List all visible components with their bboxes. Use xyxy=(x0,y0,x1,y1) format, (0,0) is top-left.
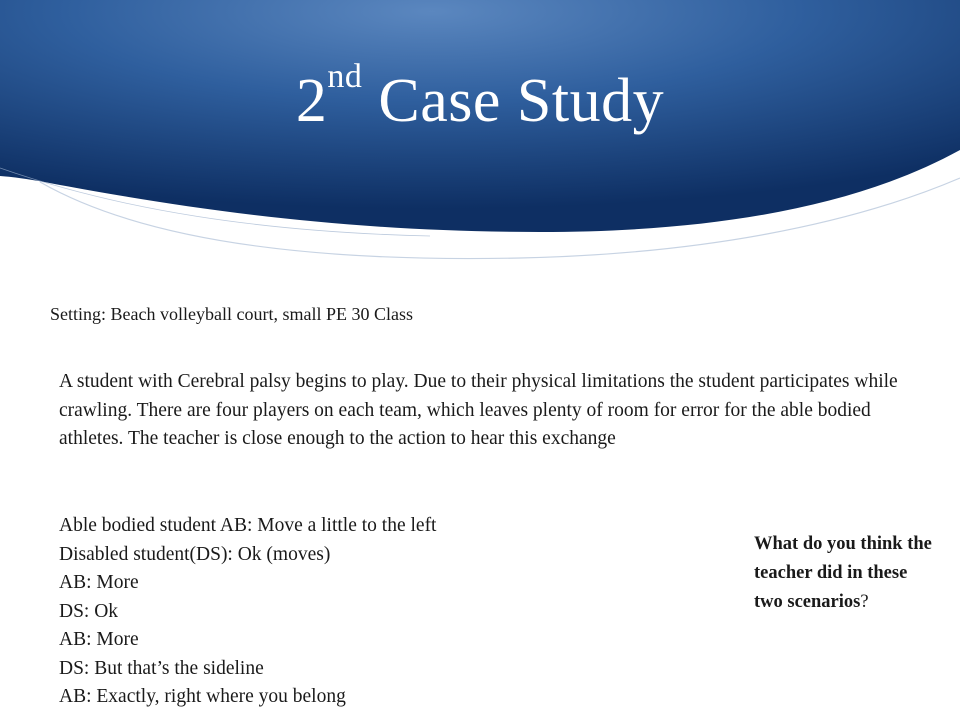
dialogue-list xyxy=(59,512,679,712)
dialogue-line: AB: More xyxy=(59,629,139,650)
dialogue-line: Disabled student(DS): Ok (moves) xyxy=(59,543,331,565)
dialogue-line: AB: Exactly, right where you belong xyxy=(59,686,346,707)
discussion-question: What do you think the teacher did in these two scenarios? xyxy=(754,534,932,612)
dialogue-line: DS: But that’s the sideline xyxy=(59,657,264,679)
slide-title: 2nd Case Study xyxy=(295,58,665,135)
dialogue-line: AB: More xyxy=(59,572,139,593)
case-description: A student with Cerebral palsy begins to play. Due to their physical limitations the student participates while crawling. There are four players on each team, which leaves plenty of room for error for the able bodied athletes. The teacher is close enough to the action to hear this exchange xyxy=(59,371,898,449)
setting-text: Setting: Beach volleyball court, small PE 30 Class xyxy=(50,304,413,324)
dialogue-line: DS: Ok xyxy=(59,600,119,622)
title-superscript: nd xyxy=(327,58,363,95)
dialogue-line: Able bodied student AB: Move a little to the left xyxy=(59,515,437,536)
